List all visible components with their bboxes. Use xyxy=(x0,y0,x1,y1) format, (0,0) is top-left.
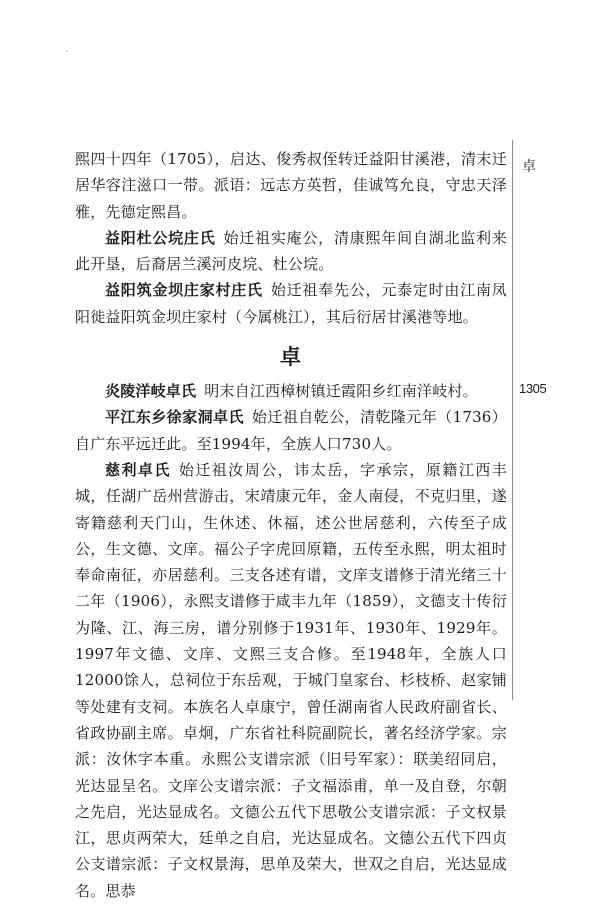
clan-name-dugongyuan: 益阳杜公垸庄氏 xyxy=(105,228,216,247)
margin-rule xyxy=(512,140,513,700)
paragraph-5 xyxy=(75,404,507,457)
paragraph-2 xyxy=(75,225,507,278)
clan-name-yanling: 炎陵洋岐卓氏 xyxy=(105,382,197,401)
paragraph-4 xyxy=(75,378,507,404)
clan-name-cili: 慈利卓氏 xyxy=(105,460,171,479)
paragraph-5-text: 始迁祖自乾公，清乾隆元年（1736）自广东平远迁此。至1994年，全族人口730人。 xyxy=(75,408,507,453)
stray-dot xyxy=(66,50,68,52)
paragraph-2-text: 始迁祖实庵公，清康熙年间自湖北监利来此开垦，后裔居兰溪河皮垸、杜公垸。 xyxy=(75,228,507,274)
clan-name-zhujinba: 益阳筑金坝庄家村庄氏 xyxy=(105,281,263,300)
section-title: 卓 xyxy=(280,344,302,370)
page-number: 1305 xyxy=(519,381,547,396)
paragraph-3 xyxy=(75,277,507,330)
clan-name-pingjiang: 平江东乡徐家洞卓氏 xyxy=(105,408,244,427)
paragraph-3-text: 始迁祖奉先公，元泰定时由江南凤阳徙益阳筑金坝庄家村（今属桃江），其后衍居甘溪港等地。 xyxy=(75,281,507,326)
paragraph-4-text: 明末自江西樟树镇迁霞阳乡红南洋岐村。 xyxy=(204,382,478,401)
paragraph-1 xyxy=(75,146,507,225)
paragraph-6-text: 始迁祖汝周公，讳太岳，字承宗，原籍江西丰城，任湖广岳州营游击，宋靖康元年，金人南侵，不克归里，遂寄籍慈利天门山，生休述、休福，述公世居慈利，六传至子成公，生文德、文庠。福公子字虎回原籍，五传至永熙，明太祖时奉命南征，亦居慈利。三支各述有谱，文庠支谱修于清光绪三十二年（1906），永熙支谱修于咸丰九年（1859），文德支十传衍为隆、江、海三房，谱分别修于1931年、1930年、1929年。1997年文德、文庠、文熙三支合修。至1948年，全族人口12000馀人，总祠位于东岳观，于城门皇家台、杉枝桥、赵家铺等处建有支祠。本族名人卓康宁，曾任湖南省人民政府副省长、省政协副主席。卓炯，广东省社科院副院长，著名经济学家。宗派：汝休字本重。永熙公支谱宗派（旧号军家）：联美绍同启，光达显呈名。文庠公支谱宗派：子文福添甫，单一及自登，尔朝之先启，光达显成名。文德公五代下思敬公支谱宗派：子文权景江，思贞两荣大，廷单之自启，光达显成名。文德公五代下四贞公支谱宗派：子文权景海，思单及荣大，世双之自启，光达显成名。思恭 xyxy=(75,460,507,900)
paragraph-6 xyxy=(75,457,507,904)
running-head: 卓 xyxy=(522,159,536,175)
main-text xyxy=(75,146,507,904)
paragraph-1-text: 熙四十四年（1705），启达、俊秀叔侄转迁益阳甘溪港，清末迁居华容注滋口一带。派语：远志方英哲，佳诚笃允良，守忠天泽雅，先德定熙昌。 xyxy=(75,150,507,221)
